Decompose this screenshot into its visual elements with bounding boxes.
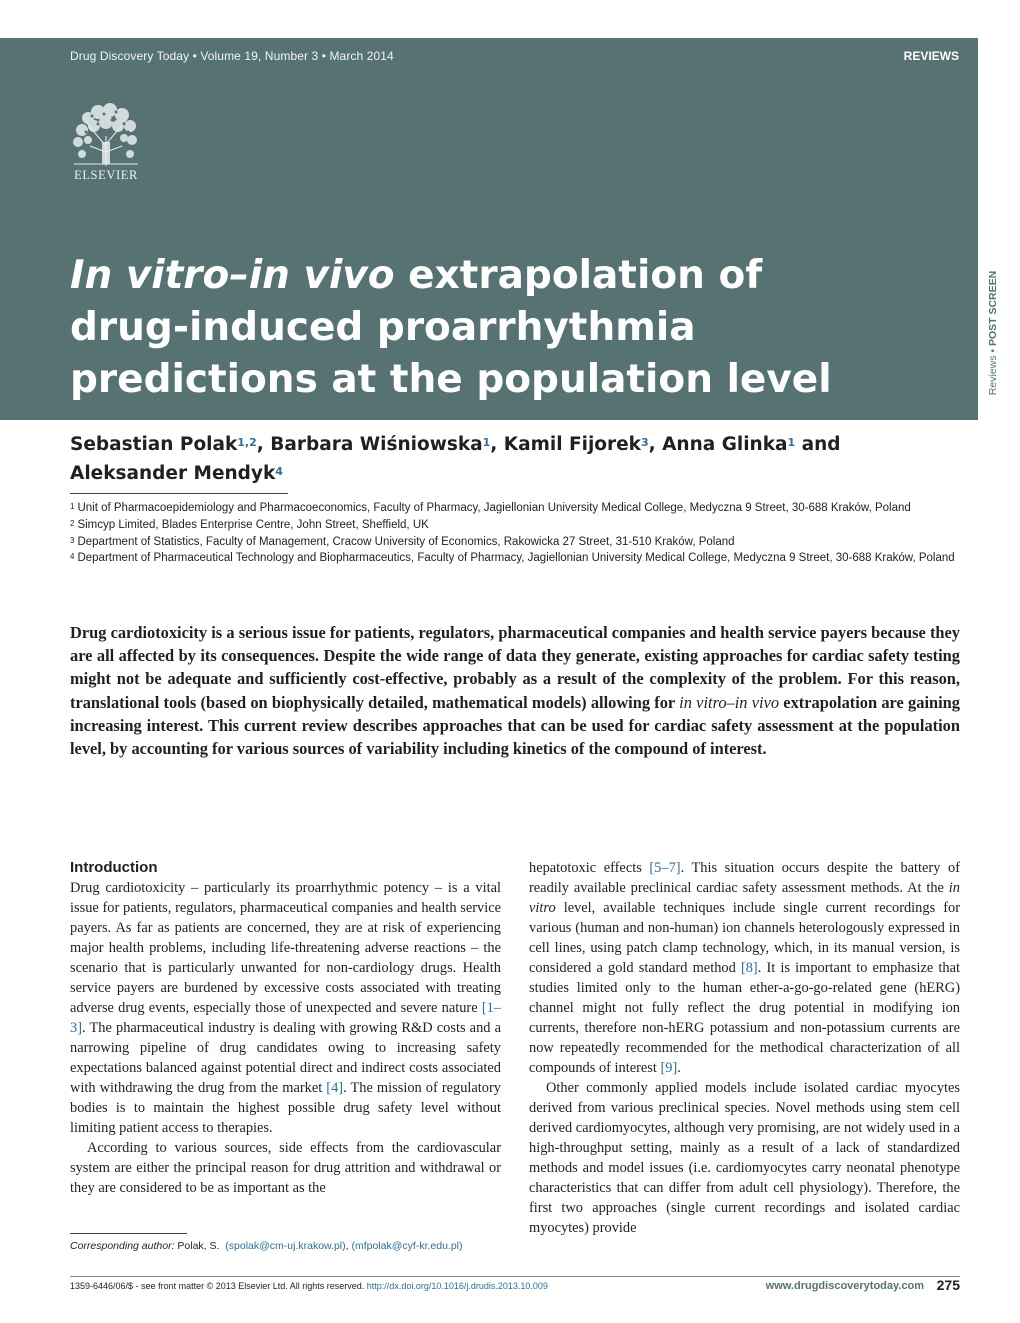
- affiliation-item: $^2$ Simcyp Limited, Blades Enterprise Centre, John Street, Sheffield, UK: [70, 518, 429, 531]
- author-affil-ref[interactable]: 3: [640, 436, 649, 449]
- title-line3: predictions at the population level: [70, 357, 832, 402]
- page-number: 275: [936, 1277, 960, 1293]
- paragraph: Drug cardiotoxicity – particularly its proarrhythmic potency – is a vital issue for patients, regulators, pharmaceutical companies and health service payers. As far as patients are concerned, they are at risk of experiencing major health problems, including life-threatening adverse reactions – the scenario that is particularly unwanted for non-cardiology drugs. Health service payers are burdened by excessive costs associated with treating adverse drug events, especially those of unexpected and severe nature [1–3]. The pharmaceutical industry is dealing with growing R&D costs and a narrowing pipeline of drug candidates owing to increasing safety expectations balanced against potential direct and indirect costs associated with withdrawing the drug from the market [4]. The mission of regulatory bodies is to maintain the highest possible drug safety level without limiting patient access to therapies.: [70, 880, 501, 1136]
- abstract: Drug cardiotoxicity is a serious issue for patients, regulators, pharmaceutical companies and health service payers because they are all affected by its consequences. Despite the wide range of data they generate, existing approaches for cardiac safety testing might not be adequate and sufficiently cost-effective, probably as a result of the complexity of the problem. For this reason, translational tools (based on biophysically detailed, mathematical models) allowing for in vitro–in vivo extrapolation are gaining increasing interest. This current review describes approaches that can be used for cardiac safety assessment at the population level, by accounting for various sources of variability including kinetics of the compound of interest.: [70, 623, 960, 759]
- author-name: Anna Glinka: [662, 434, 788, 455]
- corresponding-author: Corresponding author: Polak, S. (spolak@cm-uj.krakow.pl), (mfpolak@cyf-kr.edu.pl): [70, 1240, 463, 1252]
- author-list: Sebastian Polak$^{1,2}$, Barbara Wiśniowska$^1$, Kamil Fijorek$^3$, Anna Glinka$^1$ and Aleksander Mendyk$^4$: [70, 434, 841, 484]
- citation-link[interactable]: [4]: [326, 1080, 344, 1096]
- email-link[interactable]: (mfpolak@cyf-kr.edu.pl): [351, 1240, 463, 1252]
- author-affil-ref[interactable]: 1: [482, 436, 491, 449]
- citation-link[interactable]: [5–7]: [649, 860, 681, 876]
- paragraph: According to various sources, side effects from the cardiovascular system are either the principal reason for drug attrition and withdrawal or they are considered to be as important as the: [70, 1140, 501, 1196]
- author-affil-ref[interactable]: 4: [275, 465, 283, 478]
- section-heading-introduction: Introduction: [70, 859, 158, 876]
- author-name: Sebastian Polak: [70, 434, 238, 455]
- author-affil-ref[interactable]: 1,2: [237, 436, 257, 449]
- body-column-left: [70, 858, 501, 1198]
- author-name: Aleksander Mendyk: [70, 463, 276, 484]
- journal-url[interactable]: www.drugdiscoverytoday.com: [765, 1280, 924, 1292]
- divider: [70, 493, 288, 494]
- affiliation-item: $^3$ Department of Statistics, Faculty of Management, Cracow University of Economics, Rakowicka 27 Street, 31-510 Kraków, Poland: [70, 535, 735, 548]
- article-title: [70, 250, 930, 406]
- title-line1: extrapolation of: [394, 253, 763, 298]
- email-link[interactable]: (spolak@cm-uj.krakow.pl): [225, 1240, 346, 1252]
- section-label: REVIEWS: [903, 49, 959, 63]
- affiliation-list: [70, 500, 958, 567]
- affiliation-item: $^4$ Department of Pharmaceutical Technology and Biopharmaceutics, Faculty of Pharmacy, Jagiellonian University Medical College, Medyczna 9 Street, 30-688 Kraków, Poland: [70, 552, 955, 565]
- doi-link[interactable]: http://dx.doi.org/10.1016/j.drudis.2013.10.009: [366, 1281, 548, 1291]
- author-name: Kamil Fijorek: [503, 434, 641, 455]
- paragraph: hepatotoxic effects [5–7]. This situation occurs despite the battery of readily available preclinical cardiac safety assessment methods. At the in vitro level, available techniques include single current recordings for various (human and non-human) ion channels heterologously expressed in cell lines, using patch clamp technology, which, in its manual version, is considered a gold standard method [8]. It is important to emphasize that studies limited only to the human ether-a-go-go-related gene (hERG) channel might not fully reflect the drug potential in modifying ion currents, therefore non-hERG potassium and non-potassium currents are now repeatedly recommended for the methodical characterization of all compounds of interest [9].: [529, 860, 961, 1076]
- body-column-right: [529, 858, 960, 1238]
- side-tab-prefix: Reviews •: [987, 345, 999, 395]
- journal-line: Drug Discovery Today • Volume 19, Number 3 • March 2014: [70, 49, 394, 63]
- elsevier-wordmark: ELSEVIER: [74, 168, 138, 182]
- footer-copyright: 1359-6446/06/$ - see front matter © 2013 Elsevier Ltd. All rights reserved. http://dx.doi.org/10.1016/j.drudis.2013.10.009: [70, 1281, 548, 1291]
- paragraph: Other commonly applied models include isolated cardiac myocytes derived from various preclinical species. Novel methods using stem cell derived cardiomyocytes, although very promising, are not widely used in a high-throughput setting, mainly as a result of a lack of standardized methods and model issues (i.e. cardiomyocytes carry neonatal phenotype characteristics that can differ from adult cell physiology). Therefore, the first two approaches (single current recordings and isolated cardiac myocytes) provide: [529, 1080, 960, 1236]
- side-section-tab: [986, 265, 1000, 400]
- affiliation-item: $^1$ Unit of Pharmacoepidemiology and Pharmacoeconomics, Faculty of Pharmacy, Jagiellonian University Medical College, Medyczna 9 Street, 30-688 Kraków, Poland: [70, 502, 911, 514]
- journal-header: [0, 38, 978, 420]
- citation-link[interactable]: [8]: [740, 960, 758, 976]
- divider: [70, 1276, 960, 1277]
- citation-link[interactable]: [1–3]: [70, 1000, 501, 1036]
- author-name: Barbara Wiśniowska: [270, 434, 483, 455]
- author-affil-ref[interactable]: 1: [787, 436, 796, 449]
- side-tab-label: POST SCREEN: [987, 270, 999, 346]
- divider: [70, 1233, 187, 1234]
- elsevier-tree-logo: [68, 102, 144, 168]
- citation-link[interactable]: [9]: [660, 1060, 678, 1076]
- title-line2: drug-induced proarrhythmia: [70, 305, 696, 350]
- title-italic: In vitro–in vivo: [70, 253, 395, 298]
